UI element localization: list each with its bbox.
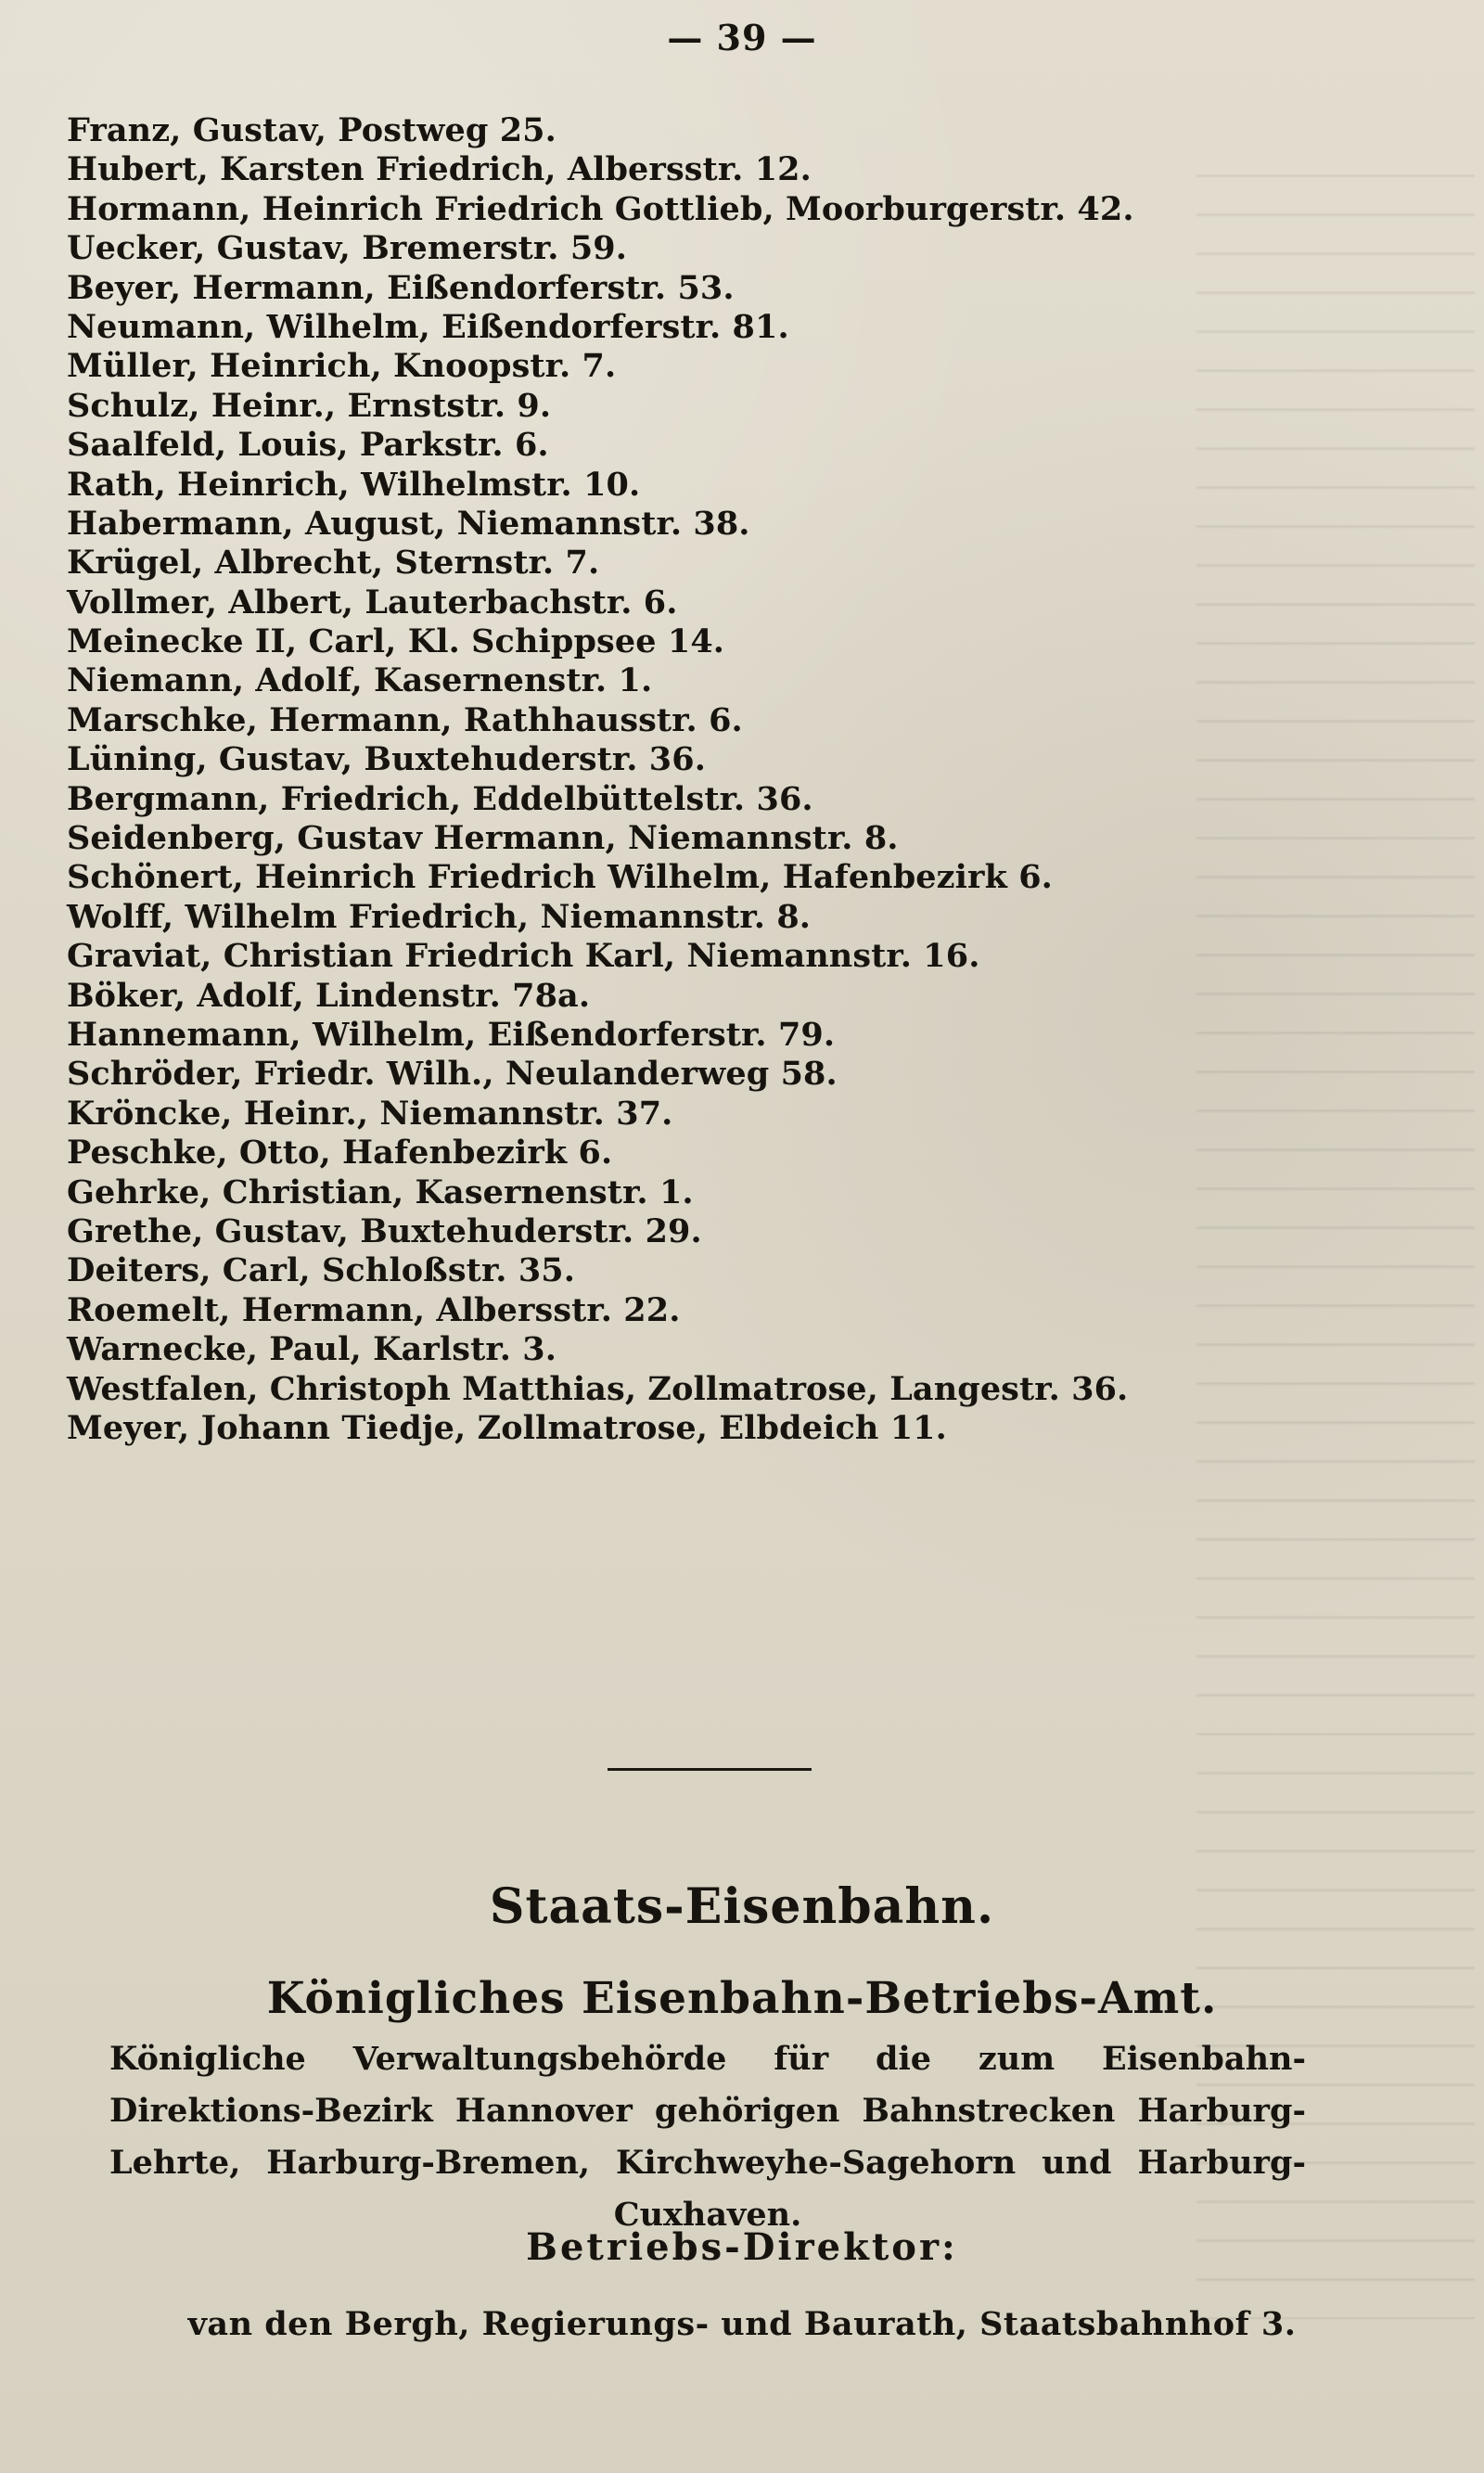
section-divider: [608, 1768, 812, 1771]
director-heading: Betriebs-Direktor:: [526, 2225, 958, 2269]
list-entry: Franz, Gustav, Postweg 25.: [67, 111, 556, 149]
list-entry: Gehrke, Christian, Kasernenstr. 1.: [67, 1172, 694, 1211]
list-entry: Deiters, Carl, Schloßstr. 35.: [67, 1251, 576, 1290]
director-entry: van den Bergh, Regierungs- und Baurath, Staatsbahnhof 3.: [187, 2305, 1297, 2343]
list-entry: Schröder, Friedr. Wilh., Neulanderweg 58.: [67, 1055, 838, 1094]
list-entry: Saalfeld, Louis, Parkstr. 6.: [67, 426, 549, 465]
list-entry: Kröncke, Heinr., Niemannstr. 37.: [67, 1094, 673, 1133]
section-subtitle: Königliches Eisenbahn-Betriebs-Amt.: [266, 1973, 1218, 2024]
list-entry: Vollmer, Albert, Lauterbachstr. 6.: [67, 583, 678, 621]
list-entry: Beyer, Hermann, Eißendorferstr. 53.: [67, 268, 735, 307]
list-entry: Uecker, Gustav, Bremerstr. 59.: [67, 229, 628, 268]
list-entry: Hannemann, Wilhelm, Eißendorferstr. 79.: [67, 1015, 836, 1054]
list-entry: Lüning, Gustav, Buxtehuderstr. 36.: [67, 740, 706, 779]
list-entry: Wolff, Wilhelm Friedrich, Niemannstr. 8.: [67, 897, 812, 936]
list-entry: Hormann, Heinrich Friedrich Gottlieb, Moorburgerstr. 42.: [67, 189, 1134, 228]
list-entry: Roemelt, Hermann, Albersstr. 22.: [67, 1290, 681, 1329]
list-entry: Neumann, Wilhelm, Eißendorferstr. 81.: [67, 307, 789, 346]
list-entry: Bergmann, Friedrich, Eddelbüttelstr. 36.: [67, 779, 813, 818]
list-entry: Böker, Adolf, Lindenstr. 78a.: [67, 976, 591, 1015]
list-entry: Meinecke II, Carl, Kl. Schippsee 14.: [67, 622, 725, 661]
list-entry: Marschke, Hermann, Rathhausstr. 6.: [67, 700, 743, 739]
list-entry: Schönert, Heinrich Friedrich Wilhelm, Hafenbezirk 6.: [67, 858, 1053, 897]
list-entry: Hubert, Karsten Friedrich, Albersstr. 12.: [67, 150, 812, 189]
section-title: Staats-Eisenbahn.: [489, 1878, 995, 1935]
list-entry: Peschke, Otto, Hafenbezirk 6.: [67, 1134, 613, 1172]
list-entry: Rath, Heinrich, Wilhelmstr. 10.: [67, 465, 641, 504]
list-entry: Meyer, Johann Tiedje, Zollmatrose, Elbdeich 11.: [67, 1408, 947, 1447]
list-entry: Grethe, Gustav, Buxtehuderstr. 29.: [67, 1211, 702, 1250]
list-entry: Niemann, Adolf, Kasernenstr. 1.: [67, 661, 653, 700]
list-entry: Warnecke, Paul, Karlstr. 3.: [67, 1330, 557, 1369]
authority-description: Königliche Verwaltungsbehörde für die zum Eisenbahn-Direktions-Bezirk Hannover gehörigen Bahnstrecken Harburg-Lehrte, Harburg-Bremen, Kirchweyhe-Sagehorn und Harburg-Cuxhaven.: [109, 2040, 1306, 2234]
list-entry: Graviat, Christian Friedrich Karl, Niemannstr. 16.: [67, 937, 980, 976]
name-address-list: [67, 111, 1439, 1448]
list-entry: Krügel, Albrecht, Sternstr. 7.: [67, 544, 600, 583]
page-number: — 39 —: [667, 17, 817, 58]
list-entry: Westfalen, Christoph Matthias, Zollmatrose, Langestr. 36.: [67, 1369, 1129, 1408]
list-entry: Seidenberg, Gustav Hermann, Niemannstr. 8.: [67, 819, 899, 858]
list-entry: Habermann, August, Niemannstr. 38.: [67, 504, 750, 543]
list-entry: Schulz, Heinr., Ernststr. 9.: [67, 386, 552, 425]
list-entry: Müller, Heinrich, Knoopstr. 7.: [67, 347, 617, 386]
